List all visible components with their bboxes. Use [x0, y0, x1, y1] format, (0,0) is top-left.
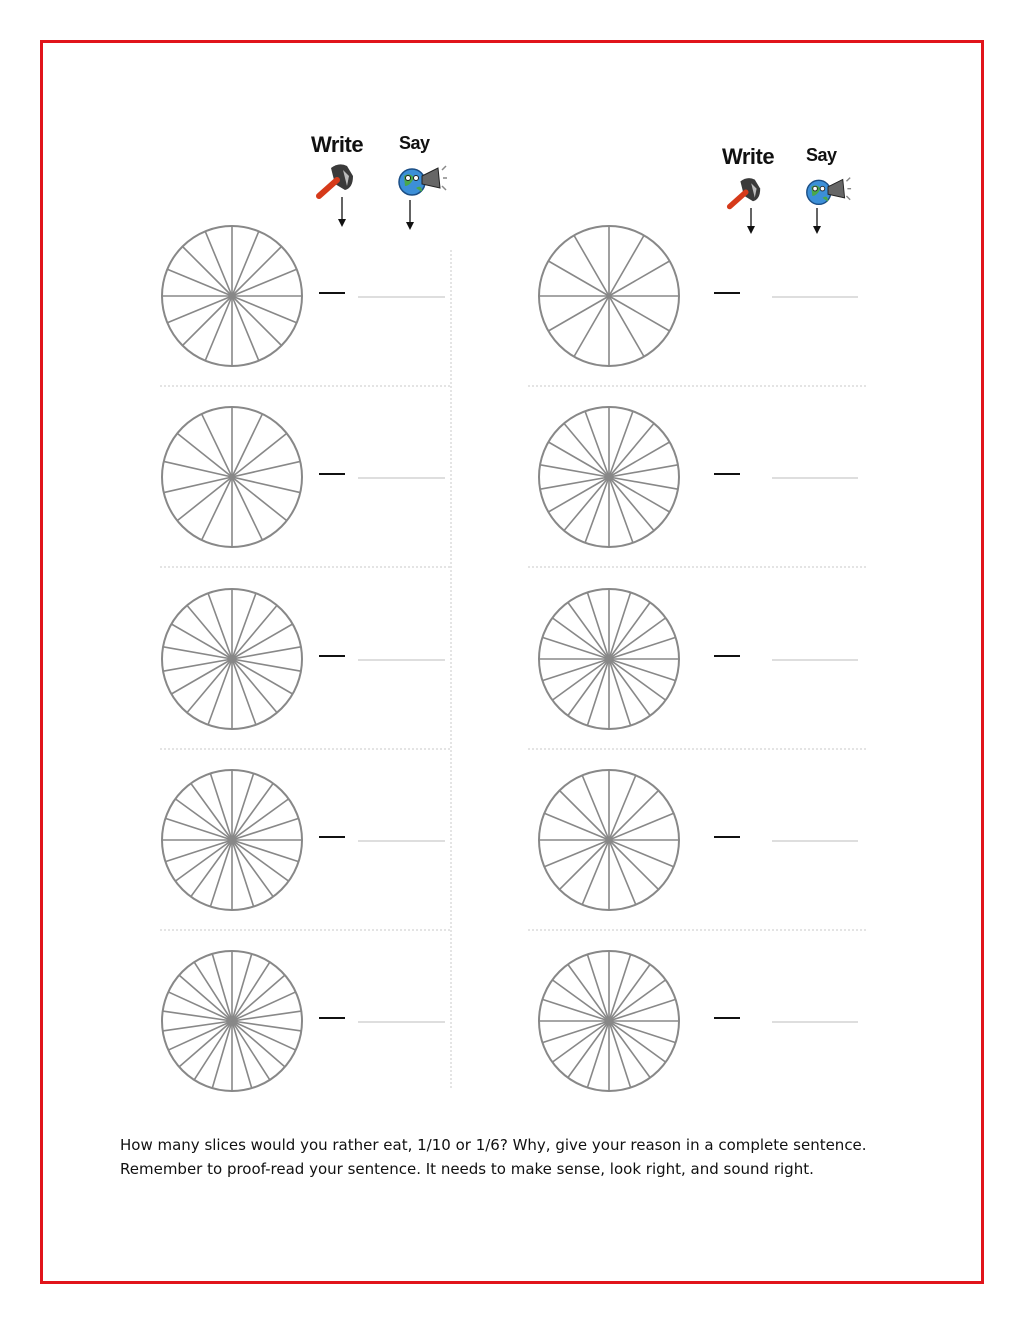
circle-slice-line: [232, 818, 299, 840]
circle-slice-line: [210, 840, 232, 907]
circle-slice-line: [232, 840, 273, 897]
circle-slice-line: [202, 414, 232, 477]
circle-slice-line: [183, 296, 233, 346]
circle-slice-line: [232, 605, 277, 659]
circle-slice-line: [552, 1021, 609, 1062]
circle-slice-line: [609, 1021, 650, 1078]
circle-slice-line: [609, 423, 654, 477]
circle-slice-line: [165, 818, 232, 840]
circle-slice-line: [609, 477, 654, 531]
circle-slice-line: [609, 840, 659, 890]
circle-slice-line: [191, 783, 232, 840]
circle-slice-line: [560, 840, 610, 890]
circle-slice-line: [609, 659, 676, 681]
circle-slice-line: [232, 659, 277, 713]
circle-slice-line: [609, 618, 666, 659]
circle-slice-line: [548, 296, 609, 331]
circle-slice-line: [568, 659, 609, 716]
circle-slice-line: [609, 791, 659, 841]
circle-slice-line: [191, 840, 232, 897]
circle-slice-line: [232, 414, 262, 477]
circle-slice-line: [574, 296, 609, 357]
circle-slice-line: [564, 477, 609, 531]
question-text: [120, 1133, 920, 1181]
circle-slice-line: [609, 1021, 631, 1088]
circle-slice-line: [574, 235, 609, 296]
write-header-left: Write: [311, 132, 364, 157]
circle-slice-line: [542, 637, 609, 659]
circle-slice-line: [609, 964, 650, 1021]
circle-slice-line: [609, 659, 650, 716]
circle-slice-line: [232, 659, 256, 725]
circle-slice-line: [202, 477, 232, 540]
circle-slice-line: [212, 1021, 232, 1088]
circle-slice-line: [232, 954, 252, 1021]
circle-slice-line: [587, 592, 609, 659]
write-header-right: Write: [722, 144, 775, 169]
circle-slice-line: [587, 954, 609, 1021]
circle-slice-line: [568, 602, 609, 659]
circle-slice-line: [609, 954, 631, 1021]
circle-slice-line: [548, 261, 609, 296]
circle-slice-line: [232, 296, 282, 346]
circle-slice-line: [187, 659, 232, 713]
circle-slice-line: [609, 659, 666, 700]
circle-slice-line: [609, 980, 666, 1021]
circle-slice-line: [542, 1021, 609, 1043]
question-line-2: Remember to proof-read your sentence. It needs to make sense, look right, and sound right.: [120, 1160, 814, 1178]
circle-slice-line: [187, 605, 232, 659]
circle-slice-line: [609, 296, 670, 331]
circle-slice-line: [587, 1021, 609, 1088]
circle-slice-line: [232, 799, 289, 840]
circle-slice-line: [208, 593, 232, 659]
circle-slice-line: [609, 659, 631, 726]
say-header-right: Say: [806, 145, 837, 165]
circle-slice-line: [609, 602, 650, 659]
circle-slice-line: [609, 411, 633, 477]
circle-slice-line: [609, 1021, 666, 1062]
circle-slice-line: [232, 783, 273, 840]
circle-slice-line: [609, 235, 644, 296]
circle-slice-line: [609, 637, 676, 659]
circle-slice-line: [212, 954, 232, 1021]
circle-slice-line: [232, 1021, 252, 1088]
circle-slice-line: [208, 659, 232, 725]
circle-slice-line: [232, 593, 256, 659]
circle-slice-line: [552, 659, 609, 700]
circle-slice-line: [568, 1021, 609, 1078]
circle-slice-line: [232, 477, 262, 540]
circle-slice-line: [609, 592, 631, 659]
circle-slice-line: [568, 964, 609, 1021]
circle-slice-line: [585, 477, 609, 543]
circle-slice-line: [609, 296, 644, 357]
circle-slice-line: [552, 980, 609, 1021]
say-header-left: Say: [399, 133, 430, 153]
circle-slice-line: [232, 840, 254, 907]
circle-slice-line: [587, 659, 609, 726]
circle-slice-line: [609, 477, 633, 543]
circle-slice-line: [609, 261, 670, 296]
circle-slice-line: [585, 411, 609, 477]
question-line-1: How many slices would you rather eat, 1/10 or 1/6? Why, give your reason in a complete sentence.: [120, 1136, 867, 1154]
circle-slice-line: [210, 773, 232, 840]
circle-slice-line: [175, 840, 232, 881]
circle-slice-line: [542, 659, 609, 681]
circle-slice-line: [232, 247, 282, 297]
circle-slice-line: [542, 999, 609, 1021]
circle-slice-line: [232, 840, 289, 881]
circle-slice-line: [609, 1021, 676, 1043]
circle-slice-line: [165, 840, 232, 862]
circle-slice-line: [552, 618, 609, 659]
circle-slice-line: [609, 999, 676, 1021]
circle-slice-line: [232, 840, 299, 862]
circle-slice-line: [564, 423, 609, 477]
circle-slice-line: [183, 247, 233, 297]
circle-slice-line: [175, 799, 232, 840]
circle-slice-line: [560, 791, 610, 841]
circle-slice-line: [232, 773, 254, 840]
